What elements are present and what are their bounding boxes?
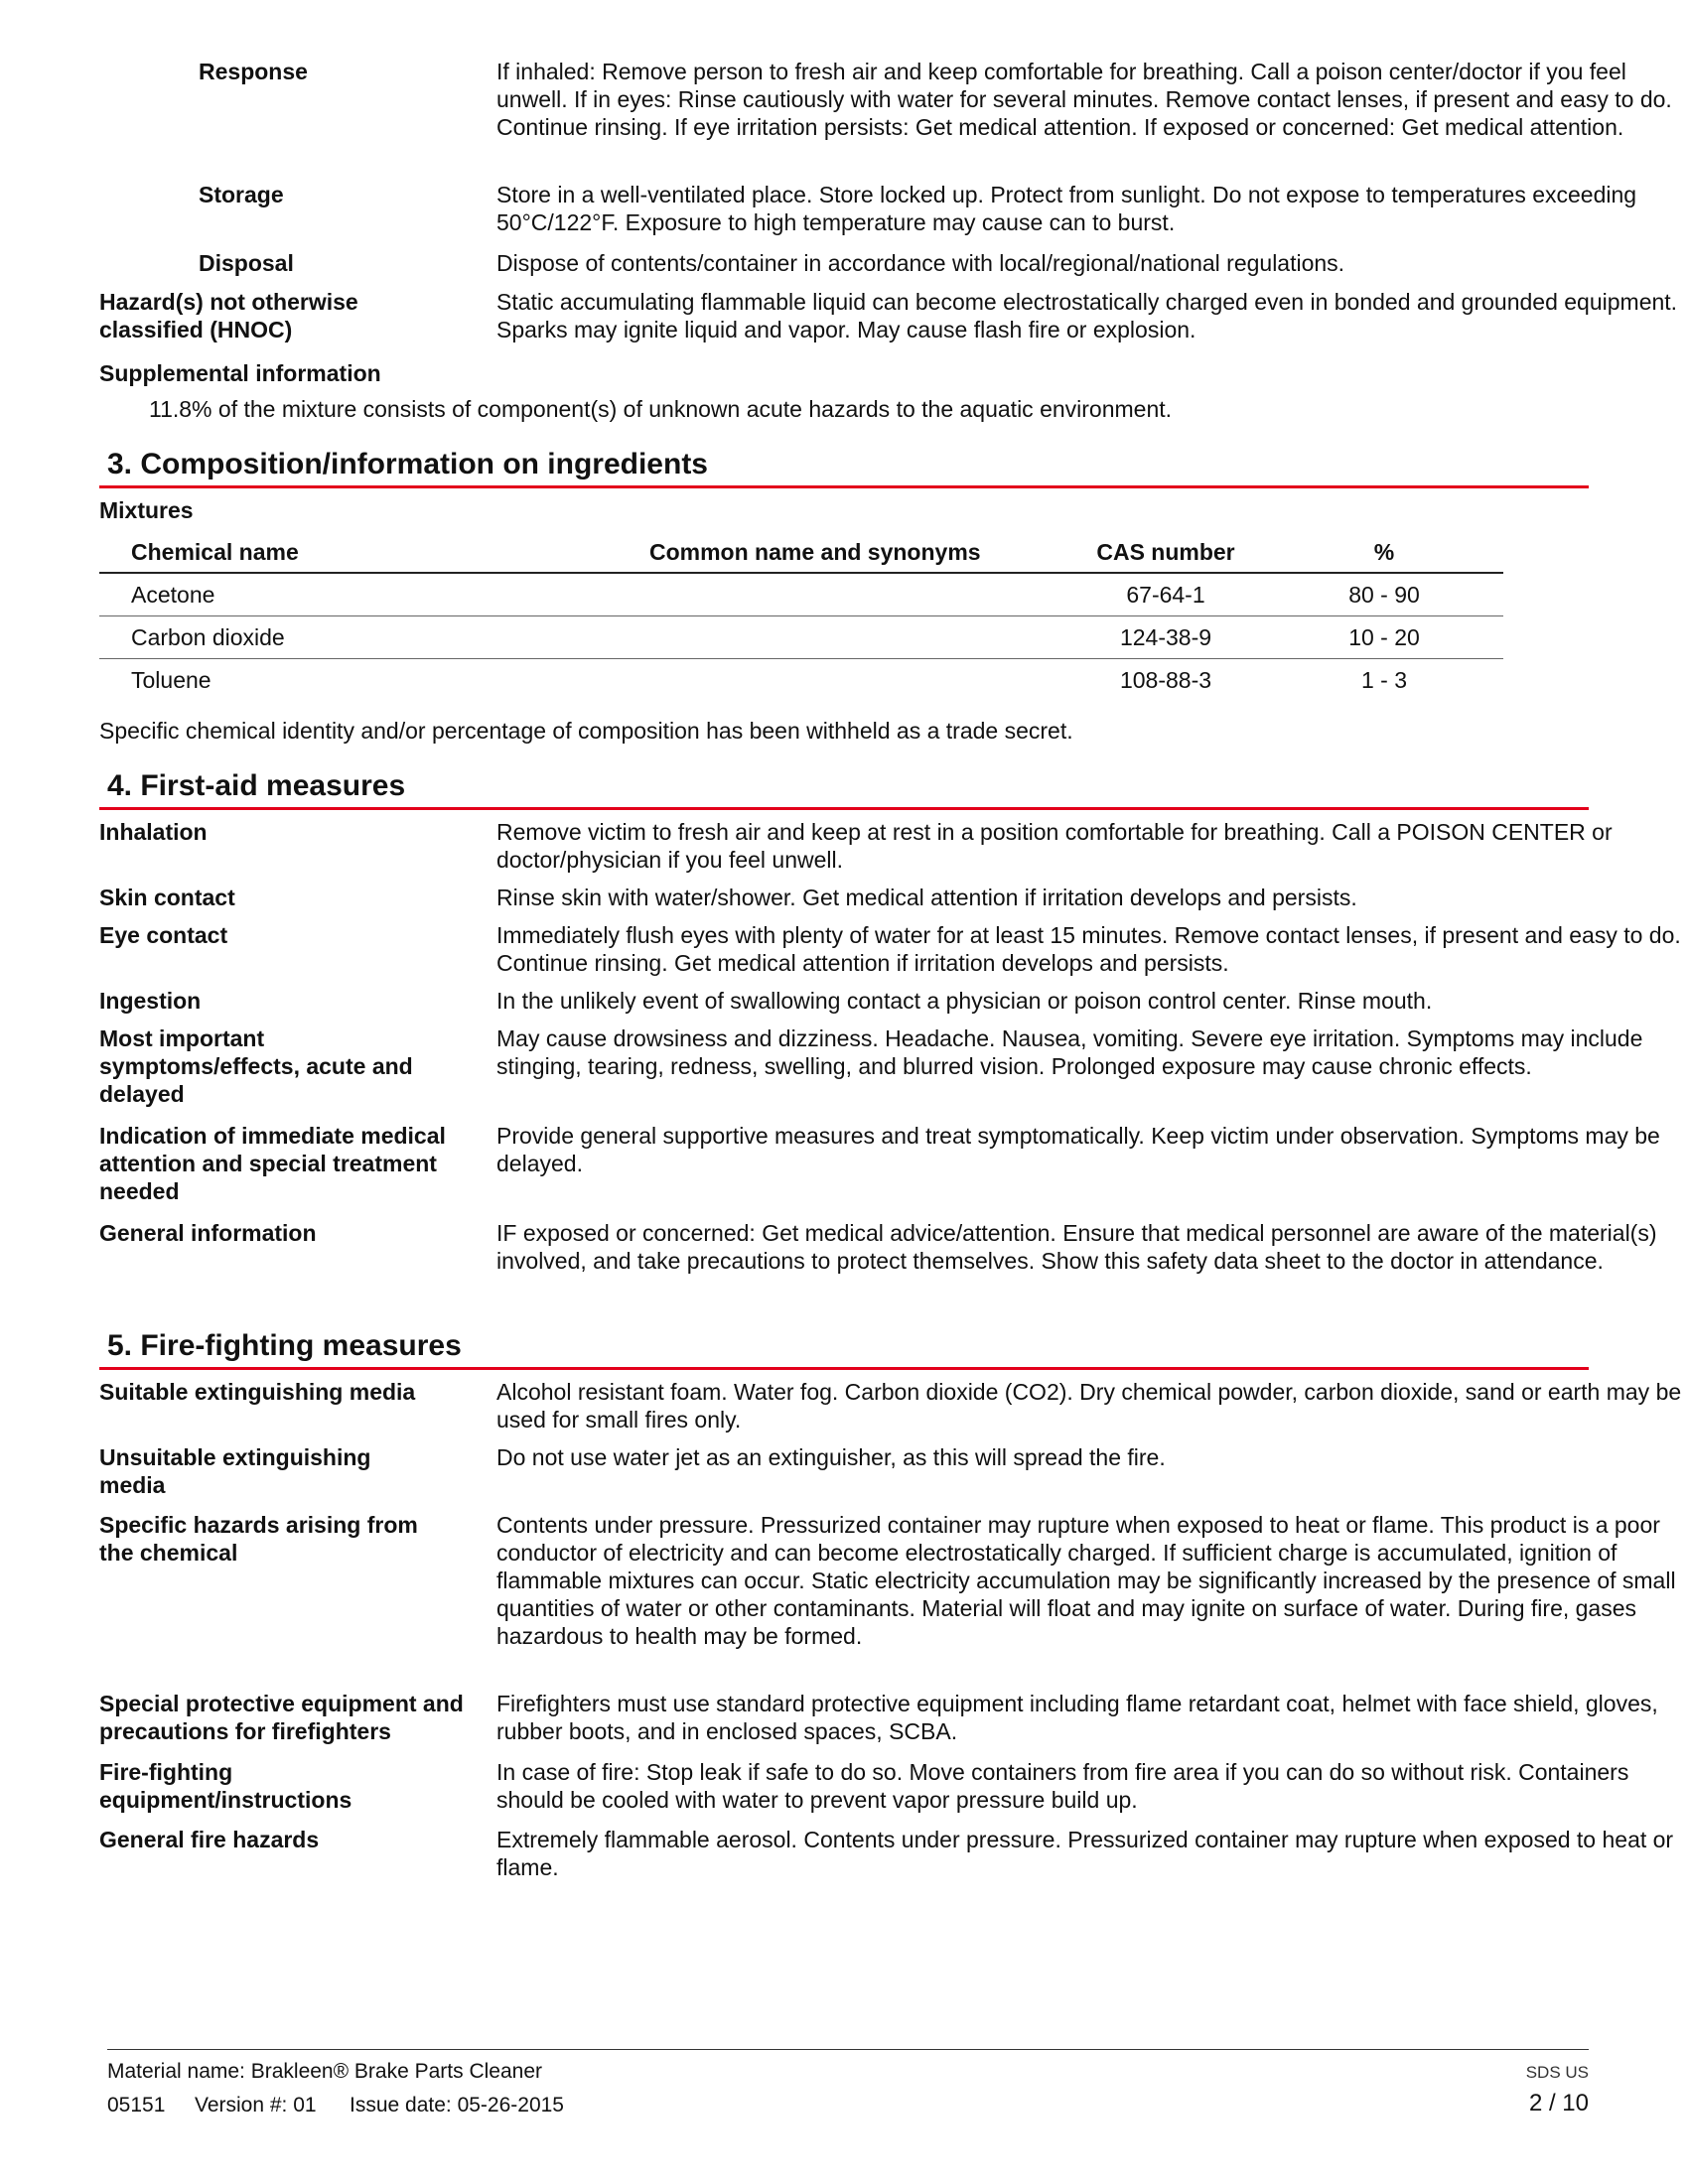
percent: 1 - 3 — [1360, 667, 1408, 693]
footer-sds-label: SDS US — [1525, 2063, 1589, 2082]
first-aid-text: Rinse skin with water/shower. Get medical attention if irritation develops and persists. — [496, 885, 1357, 910]
first-aid-label: Ingestion — [99, 988, 202, 1014]
common-name — [618, 659, 1066, 702]
storage-text: Store in a well-ventilated place. Store locked up. Protect from sunlight. Do not expose to temperatures exceeding 50°C/122°F. Exposure to high temperature may cause can to burst. — [496, 182, 1637, 235]
footer-version: Version #: 01 — [195, 2094, 317, 2116]
chemical-name: Acetone — [99, 573, 618, 616]
fire-text: In case of fire: Stop leak if safe to do so. Move containers from fire area if you can do so without risk. Containers should be cooled with water to prevent vapor pressure build up. — [496, 1759, 1629, 1813]
footer-product-code: 05151 — [107, 2094, 166, 2116]
first-aid-label: Most important symptoms/effects, acute and delayed — [99, 1025, 413, 1107]
chemical-name: Toluene — [131, 667, 211, 693]
header-percent: % — [1265, 532, 1503, 573]
table-row — [99, 573, 1503, 616]
first-aid-label: Inhalation — [99, 819, 208, 845]
first-aid-label: Skin contact — [99, 885, 235, 910]
supplemental-text: 11.8% of the mixture consists of component(s) of unknown acute hazards to the aquatic environment. — [149, 396, 1173, 422]
storage-label: Storage — [199, 182, 284, 207]
fire-label: Suitable extinguishing media — [99, 1379, 416, 1405]
response-label: Response — [199, 59, 308, 84]
common-name — [618, 573, 1066, 616]
trade-secret-note: Specific chemical identity and/or percentage of composition has been withheld as a trade secret. — [99, 718, 1073, 744]
fire-text: Contents under pressure. Pressurized container may rupture when exposed to heat or flame. This product is a poor conductor of electricity and can become electrostatically charged. If sufficient charge is accumulated, ignition of flammable mixtures can occur. Static electricity accumulation may be significantly increased by the presence of small quantities of water or other contaminants. Material will float and may ignite on surface of water. During fire, gases hazardous to health may be formed. — [496, 1512, 1676, 1649]
header-common-name: Common name and synonyms — [618, 532, 1066, 573]
first-aid-text: May cause drowsiness and dizziness. Headache. Nausea, vomiting. Severe eye irritation. Symptoms may include stinging, tearing, redness, swelling, and blurred vision. Prolonged exposure may cause chronic effects. — [496, 1025, 1643, 1079]
fire-text: Alcohol resistant foam. Water fog. Carbon dioxide (CO2). Dry chemical powder, carbon dioxide, sand or earth may be used for small fires only. — [496, 1379, 1682, 1433]
footer-material-name: Material name: Brakleen® Brake Parts Cleaner — [107, 2060, 542, 2083]
footer-rule — [107, 2049, 1589, 2050]
first-aid-label: Indication of immediate medical attention and special treatment needed — [99, 1123, 446, 1204]
section-4-rule — [99, 807, 1589, 810]
section-3-rule — [99, 485, 1589, 488]
header-cas-number: CAS number — [1066, 532, 1265, 573]
section-5-rule — [99, 1367, 1589, 1370]
first-aid-label: Eye contact — [99, 922, 228, 948]
first-aid-text: Provide general supportive measures and treat symptomatically. Keep victim under observation. Symptoms may be delayed. — [496, 1123, 1660, 1176]
first-aid-text: IF exposed or concerned: Get medical advice/attention. Ensure that medical personnel are aware of the material(s) involved, and take precautions to protect themselves. Show this safety data sheet to the doctor in attendance. — [496, 1220, 1657, 1274]
first-aid-text: In the unlikely event of swallowing contact a physician or poison control center. Rinse mouth. — [496, 988, 1433, 1014]
fire-label: Special protective equipment and precautions for firefighters — [99, 1691, 464, 1744]
hnoc-label: Hazard(s) not otherwise classified (HNOC) — [99, 289, 358, 342]
percent: 80 - 90 — [1265, 573, 1503, 616]
supplemental-label: Supplemental information — [99, 360, 381, 386]
first-aid-text: Remove victim to fresh air and keep at rest in a position comfortable for breathing. Call a POISON CENTER or doctor/physician if you feel unwell. — [496, 819, 1613, 873]
fire-text: Extremely flammable aerosol. Contents under pressure. Pressurized container may rupture when exposed to heat or flame. — [496, 1827, 1674, 1880]
ingredients-table — [99, 532, 1503, 701]
footer-issue-date: Issue date: 05-26-2015 — [350, 2094, 564, 2116]
chemical-name: Carbon dioxide — [99, 616, 618, 659]
hnoc-text: Static accumulating flammable liquid can become electrostatically charged even in bonded and grounded equipment. Sparks may ignite liquid and vapor. May cause flash fire or explosion. — [496, 289, 1678, 342]
fire-text: Do not use water jet as an extinguisher, as this will spread the fire. — [496, 1444, 1166, 1470]
first-aid-text: Immediately flush eyes with plenty of water for at least 15 minutes. Remove contact lenses, if present and easy to do. Continue rinsing. Get medical attention if irritation develops and persists. — [496, 922, 1681, 976]
table-row — [99, 659, 1503, 702]
mixtures-label: Mixtures — [99, 497, 194, 523]
percent: 10 - 20 — [1265, 616, 1503, 659]
fire-text: Firefighters must use standard protective equipment including flame retardant coat, helmet with face shield, gloves, rubber boots, and in enclosed spaces, SCBA. — [496, 1691, 1658, 1744]
fire-label: Unsuitable extinguishing media — [99, 1444, 371, 1498]
page-number: 2 / 10 — [1528, 2090, 1589, 2116]
first-aid-label: General information — [99, 1220, 317, 1246]
disposal-label: Disposal — [199, 250, 294, 276]
cas-number: 124-38-9 — [1066, 616, 1265, 659]
table-header-row — [99, 532, 1503, 573]
header-chemical-name: Chemical name — [99, 532, 618, 573]
section-3-heading: 3. Composition/information on ingredients — [107, 448, 708, 480]
disposal-text: Dispose of contents/container in accordance with local/regional/national regulations. — [496, 250, 1345, 276]
fire-label: Fire-fighting equipment/instructions — [99, 1759, 352, 1813]
response-text: If inhaled: Remove person to fresh air and keep comfortable for breathing. Call a poison center/doctor if you feel unwell. If in eyes: Rinse cautiously with water for several minutes. Remove contact lenses, if present and easy to do. Continue rinsing. If eye irritation persists: Get medical attention. If exposed or concerned: Get medical attention. — [496, 59, 1672, 140]
cas-number: 67-64-1 — [1066, 573, 1265, 616]
table-row — [99, 616, 1503, 659]
section-5-heading: 5. Fire-fighting measures — [107, 1329, 462, 1362]
fire-label: General fire hazards — [99, 1827, 320, 1852]
cas-number: 108-88-3 — [1119, 667, 1212, 693]
fire-label: Specific hazards arising from the chemical — [99, 1512, 418, 1566]
section-4-heading: 4. First-aid measures — [107, 769, 406, 802]
common-name — [618, 616, 1066, 659]
